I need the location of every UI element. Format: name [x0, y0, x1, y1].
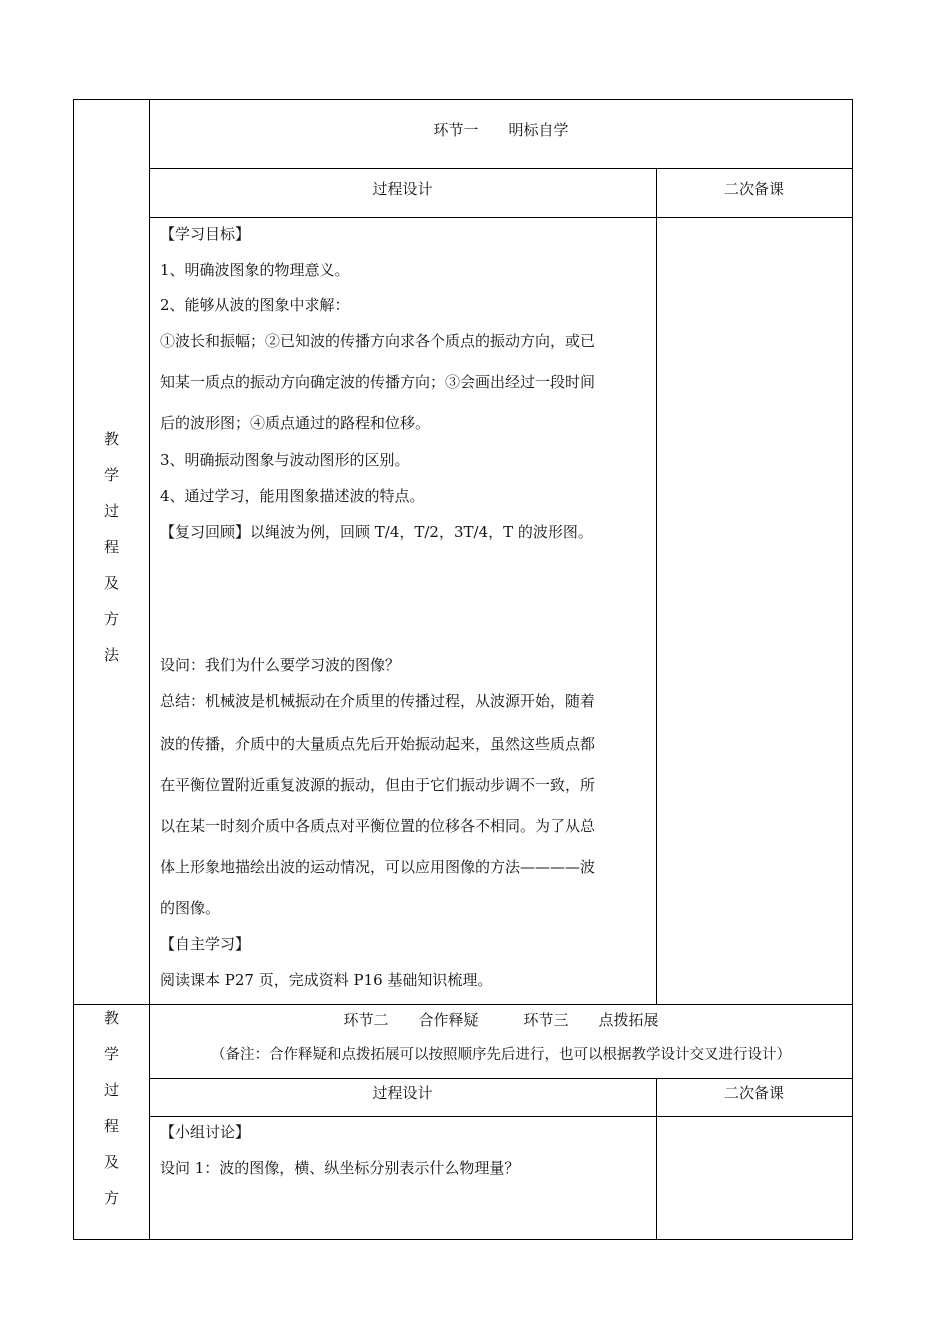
s1-line-heading-self-study: 【自主学习】	[160, 935, 251, 953]
s2-line-heading-discussion: 【小组讨论】	[160, 1123, 251, 1141]
s2-title-divider	[149, 1078, 853, 1079]
s2-header-divider	[149, 1116, 853, 1117]
s1-line: 3、明确振动图象与波动图形的区别。	[160, 451, 410, 469]
s1-line: 设问：我们为什么要学习波的图像？	[160, 656, 401, 674]
side-char: 程	[103, 1117, 119, 1135]
side-char: 方	[103, 1189, 119, 1207]
s1-line: 以在某一时刻介质中各质点对平衡位置的位移各不相同。为了从总	[160, 817, 596, 835]
s1-line: 体上形象地描绘出波的运动情况，可以应用图像的方法————波	[160, 858, 596, 876]
s2-note: （备注：合作释疑和点拨拓展可以按照顺序先后进行，也可以根据教学设计交叉进行设计）	[211, 1047, 791, 1063]
s1-line: ①波长和振幅；②已知波的传播方向求各个质点的振动方向，或已	[160, 332, 596, 350]
s1-line: 波的传播，介质中的大量质点先后开始振动起来，虽然这些质点都	[160, 735, 596, 753]
s2-line: 设问 1：波的图像，横、纵坐标分别表示什么物理量？	[160, 1159, 520, 1177]
s1-col-second-header: 二次备课	[723, 180, 784, 198]
s1-col-process-header: 过程设计	[372, 180, 433, 198]
side-char: 学	[103, 1045, 119, 1063]
s1-column-divider	[656, 168, 657, 1005]
label-column-divider	[149, 99, 150, 1240]
table-border-bottom	[73, 1239, 853, 1240]
s1-line-heading-goals: 【学习目标】	[160, 225, 251, 243]
side-char: 教	[103, 430, 119, 448]
section-separator	[73, 1004, 853, 1005]
side-char: 过	[103, 1081, 119, 1099]
side-char: 教	[103, 1009, 119, 1027]
s1-line: 的图像。	[160, 899, 221, 917]
s2-side-label	[74, 1000, 149, 1216]
s2-col-second-header: 二次备课	[723, 1084, 784, 1102]
s1-line-heading-review: 【复习回顾】以绳波为例，回顾 T/4，T/2，3T/4，T 的波形图。	[160, 523, 593, 541]
s1-line: 总结：机械波是机械振动在介质里的传播过程，从波源开始，随着	[160, 692, 596, 710]
side-char: 方	[103, 610, 119, 628]
s2-col-process-header: 过程设计	[372, 1084, 433, 1102]
side-char: 过	[103, 502, 119, 520]
side-char: 及	[103, 1153, 119, 1171]
side-char: 学	[103, 466, 119, 484]
s1-title-divider	[149, 168, 853, 169]
s1-line: 知某一质点的振动方向确定波的传播方向；③会画出经过一段时间	[160, 373, 596, 391]
s1-header-divider	[149, 217, 853, 218]
table-border-right	[852, 99, 853, 1240]
s2-title: 环节二 合作释疑 环节三 点拨拓展	[343, 1011, 659, 1029]
side-char: 法	[103, 646, 119, 664]
s1-line: 2、能够从波的图象中求解：	[160, 296, 350, 314]
s1-side-label	[74, 421, 149, 673]
s1-line: 4、通过学习，能用图象描述波的特点。	[160, 487, 425, 505]
table-border-top	[73, 99, 853, 100]
s1-line: 在平衡位置附近重复波源的振动，但由于它们振动步调不一致，所	[160, 776, 596, 794]
side-char: 程	[103, 538, 119, 556]
s1-line: 1、明确波图象的物理意义。	[160, 261, 350, 279]
s1-line: 阅读课本 P27 页，完成资料 P16 基础知识梳理。	[160, 971, 493, 989]
s1-title: 环节一 明标自学	[433, 121, 569, 139]
side-char: 及	[103, 574, 119, 592]
s1-line: 后的波形图；④质点通过的路程和位移。	[160, 414, 431, 432]
